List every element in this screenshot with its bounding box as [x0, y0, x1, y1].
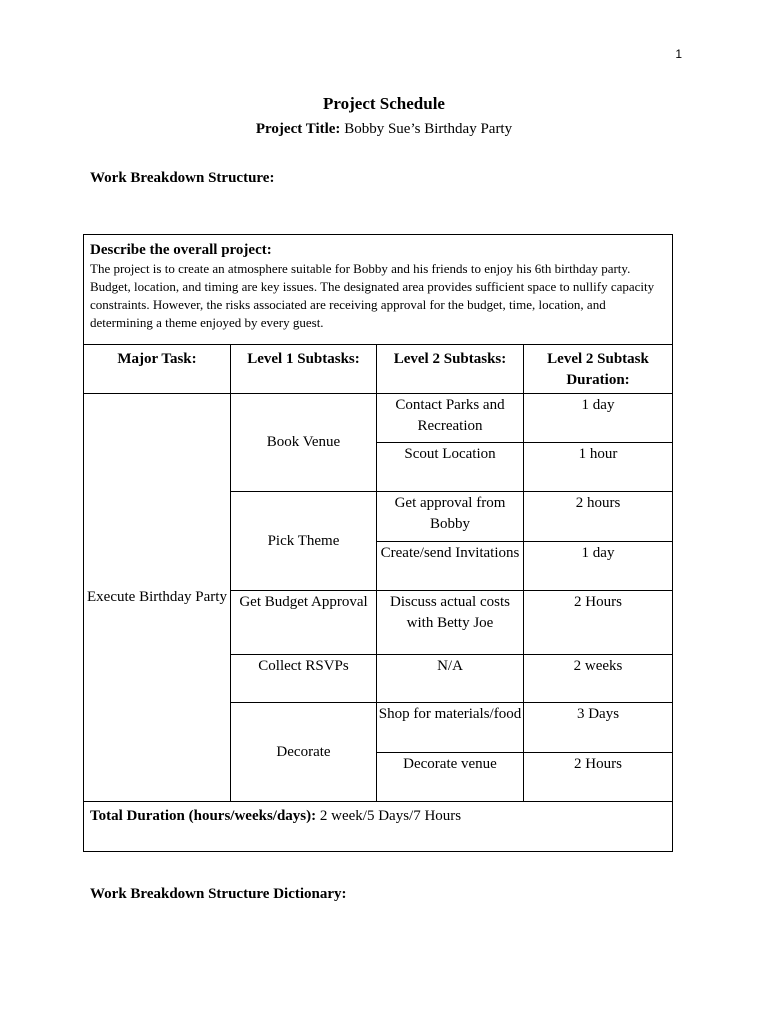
level2-cell: Shop for materials/food — [377, 703, 524, 753]
duration-cell: 2 Hours — [524, 753, 673, 802]
duration-cell: 3 Days — [524, 703, 673, 753]
level1-cell: Book Venue — [231, 394, 377, 492]
total-row — [84, 802, 673, 852]
level1-cell: Decorate — [231, 703, 377, 802]
table-header-row — [84, 345, 673, 394]
header-major-task: Major Task: — [84, 345, 231, 394]
project-title-label: Project Title: — [255, 121, 341, 137]
level1-cell: Pick Theme — [231, 492, 377, 591]
level2-cell: Discuss actual costs with Betty Joe — [377, 591, 524, 655]
project-title-value: Bobby Sue’s Birthday Party — [344, 121, 513, 137]
total-duration-value: 2 week/5 Days/7 Hours — [316, 808, 462, 824]
duration-cell: 2 Hours — [524, 591, 673, 655]
duration-cell: 1 day — [524, 394, 673, 443]
level2-cell: Create/send Invitations — [377, 542, 524, 591]
page-title: Project Schedule — [323, 94, 445, 113]
level2-cell: Decorate venue — [377, 753, 524, 802]
wbs-dictionary-heading: Work Breakdown Structure Dictionary: — [90, 886, 347, 902]
page-number: 1 — [675, 47, 682, 61]
header-duration: Level 2 Subtask Duration: — [524, 345, 673, 394]
table-row — [84, 394, 673, 443]
duration-cell: 1 day — [524, 542, 673, 591]
description-cell — [84, 235, 673, 345]
header-level2: Level 2 Subtasks: — [377, 345, 524, 394]
wbs-table — [83, 234, 673, 852]
header-level1: Level 1 Subtasks: — [231, 345, 377, 394]
major-task-cell: Execute Birthday Party — [84, 394, 231, 802]
total-duration-cell — [84, 802, 673, 852]
wbs-heading: Work Breakdown Structure: — [90, 170, 275, 186]
level2-cell: Scout Location — [377, 443, 524, 492]
level1-cell: Collect RSVPs — [231, 655, 377, 703]
level2-cell: Get approval from Bobby — [377, 492, 524, 542]
duration-cell: 2 weeks — [524, 655, 673, 703]
level1-cell: Get Budget Approval — [231, 591, 377, 655]
description-text: The project is to create an atmosphere suitable for Bobby and his friends to enjoy his 6th birthday party. Budget, location, and timing are key issues. The designated area provides sufficient space to nullify capacity constraints. However, the risks associated are receiving approval for the budget, time, location, and determining a theme enjoyed by every guest. — [90, 261, 655, 330]
total-duration-label: Total Duration (hours/weeks/days): — [90, 808, 317, 824]
level2-cell: Contact Parks and Recreation — [377, 394, 524, 443]
description-label: Describe the overall project: — [90, 242, 272, 258]
level2-cell: N/A — [377, 655, 524, 703]
duration-cell: 2 hours — [524, 492, 673, 542]
project-title-line — [0, 121, 768, 138]
duration-cell: 1 hour — [524, 443, 673, 492]
